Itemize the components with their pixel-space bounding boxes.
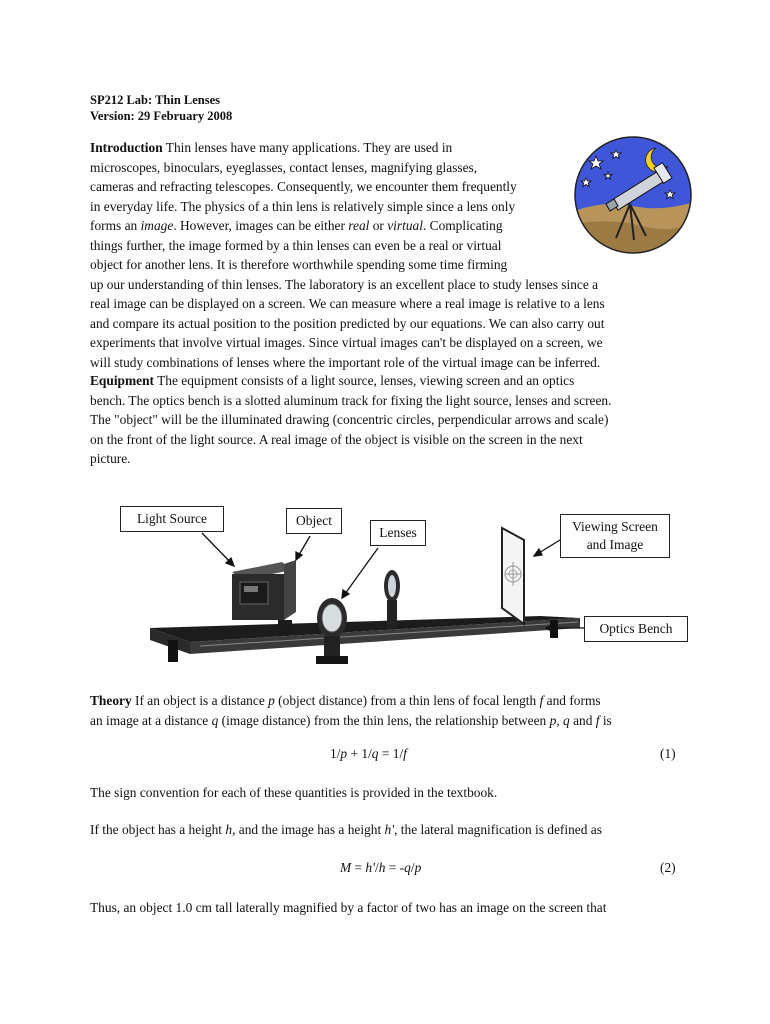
label-optics-bench: Optics Bench	[584, 616, 688, 642]
label-lenses: Lenses	[370, 520, 426, 546]
equation-1: 1/p + 1/q = 1/f	[330, 746, 407, 761]
equation-1-number: (1)	[660, 746, 676, 761]
optics-bench-figure	[110, 500, 700, 680]
label-viewing-screen: Viewing Screen and Image	[560, 514, 670, 558]
label-object: Object	[286, 508, 342, 534]
light-source-device	[232, 560, 296, 634]
equipment-heading: Equipment	[90, 373, 154, 388]
document-header	[90, 92, 232, 124]
equation-2-number: (2)	[660, 860, 676, 875]
viewing-screen-device	[502, 528, 524, 624]
equipment-paragraph: Equipment The equipment consists of a light source, lenses, viewing screen and an optics bench. The optics bench is a slotted aluminum track for fixing the light source, lenses and screen. The "object" will be the illuminated drawing (concentric circles, perpendicular arrows and scale) on the front of the light source. A real image of the object is visible on the screen in the next picture.	[90, 373, 612, 466]
label-light-source: Light Source	[120, 506, 224, 532]
introduction-heading: Introduction	[90, 140, 163, 155]
document-title: SP212 Lab: Thin Lenses	[90, 93, 221, 107]
equation-2: M = h'/h = -q/p	[340, 860, 422, 875]
document-version: Version: 29 February 2008	[90, 109, 233, 123]
front-lens-holder	[316, 598, 348, 664]
magnification-text: If the object has a height h, and the image has a height h', the lateral magnification is defined as	[90, 822, 602, 837]
theory-paragraph: Theory If an object is a distance p (object distance) from a thin lens of focal length f and forms an image at a distance q (image distance) from the thin lens, the relationship between p, q and f is	[90, 693, 612, 728]
introduction-paragraph: Introduction Thin lenses have many applications. They are used in microscopes, binoculars, eyeglasses, contact lenses, magnifying glasses, cameras and refracting telescopes. Consequently, we encounter them frequently in everyday life. The physics of a thin lens is relatively simple since a lens only forms an image. However, images can be either real or virtual. Complicating things further, the image formed by a thin lenses can even be a real or virtual object for another lens. It is therefore worthwhile spending some time firming up our understanding of thin lenses. The laboratory is an excellent place to study lenses since a real image can be displayed on a screen. We can measure where a real image is relative to a lens and compare its actual position to the position predicted by our equations. We can also carry out experiments that involve virtual images. Since virtual images can't be displayed on a screen, we will study combinations of lenses where the important role of the virtual image can be inferred.	[90, 140, 605, 370]
theory-heading: Theory	[90, 693, 132, 708]
optics-bench-rail	[150, 616, 580, 662]
sign-convention-text: The sign convention for each of these quantities is provided in the textbook.	[90, 785, 498, 800]
closing-text: Thus, an object 1.0 cm tall laterally magnified by a factor of two has an image on the screen that	[90, 900, 607, 915]
rear-lens-holder	[384, 570, 400, 628]
